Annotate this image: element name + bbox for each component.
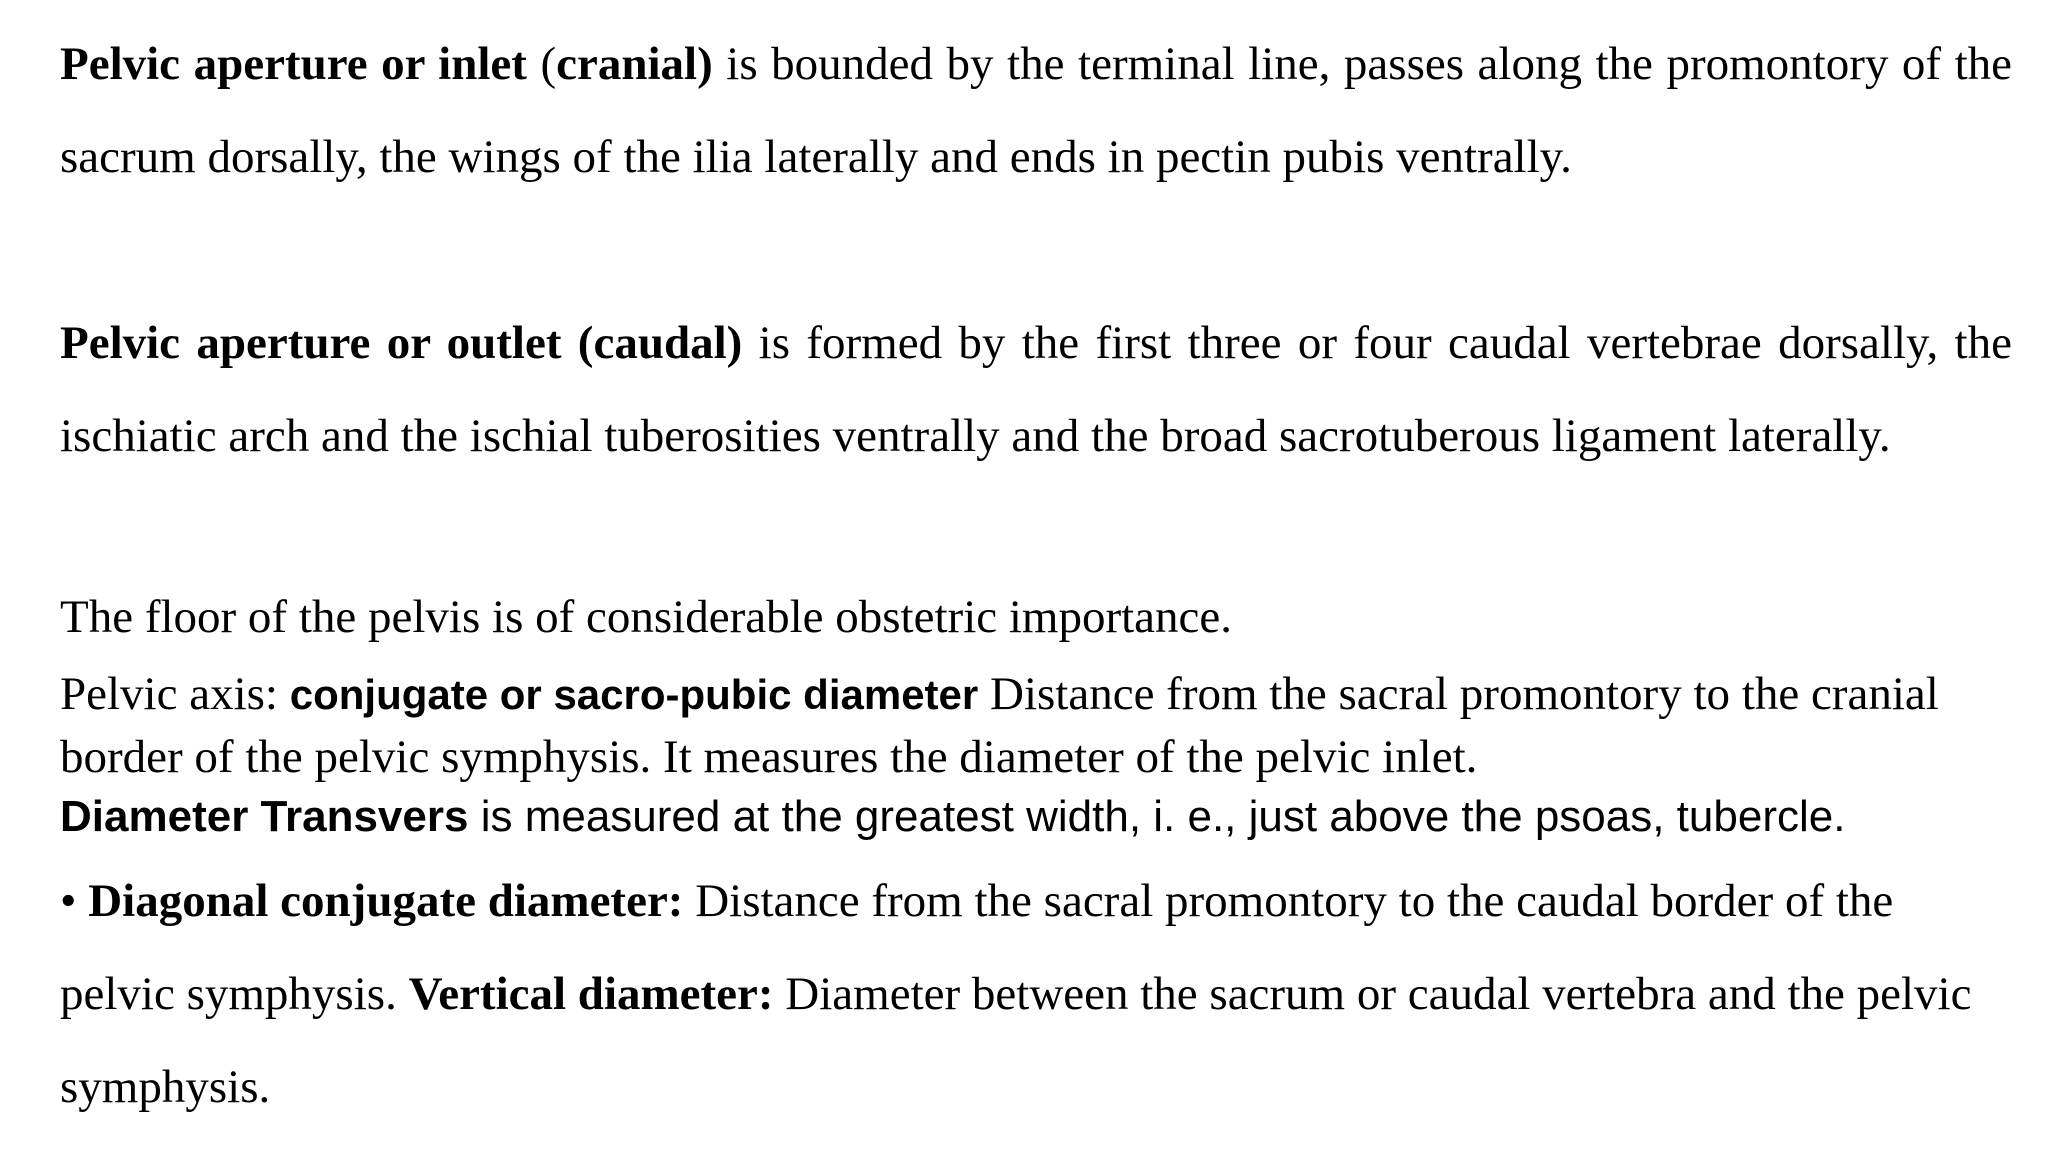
vertical-description: Diameter between the sacrum or caudal vertebra and the pelvic symphysis.: [60, 968, 1972, 1113]
paragraph-pelvic-inlet: [60, 18, 2012, 204]
paragraph-pelvic-floor: [60, 590, 2012, 644]
term-conjugate-diameter: conjugate or sacro-pubic diameter: [289, 671, 979, 718]
paragraph-transverse-diameter: [60, 787, 2012, 847]
inlet-description: is bounded by the terminal line, passes along the promontory of the sacrum dorsally, the wings of the ilia laterally and ends in pectin pubis ventrally.: [60, 38, 2012, 183]
diagonal-description: Distance from the sacral promontory to the caudal border of the pelvic symphysis.: [60, 875, 1894, 1020]
outlet-description: is formed by the first three or four caudal vertebrae dorsally, the ischiatic arch and the ischial tuberosities ventrally and the broad sacrotuberous ligament laterally.: [60, 317, 2012, 462]
paragraph-pelvic-outlet: [60, 297, 2012, 483]
paragraph-diagonal-diameter: [60, 855, 2012, 1134]
term-transverse-diameter: Diameter Transvers: [60, 792, 469, 841]
term-diagonal-conjugate: Diagonal conjugate diameter:: [88, 875, 684, 927]
term-pelvic-outlet: Pelvic aperture or outlet (caudal): [60, 317, 743, 369]
term-pelvic-inlet: Pelvic aperture or inlet: [60, 38, 527, 90]
document-page: [60, 0, 2012, 1152]
paragraph-pelvic-axis: [60, 663, 2012, 788]
axis-description: Distance from the sacral promontory to the cranial border of the pelvic symphysis. It measures the diameter of the pelvic inlet.: [60, 668, 1939, 783]
inlet-qualifier: cranial): [556, 38, 713, 90]
axis-lead: Pelvic axis:: [60, 668, 290, 720]
term-vertical-diameter: Vertical diameter:: [408, 968, 774, 1020]
transverse-description: is measured at the greatest width, i. e., just above the psoas, tubercle.: [468, 792, 1846, 841]
inlet-open-paren: (: [526, 38, 557, 90]
bullet-glyph: •: [60, 875, 89, 927]
floor-text: The floor of the pelvis is of considerable obstetric importance.: [60, 591, 1233, 643]
